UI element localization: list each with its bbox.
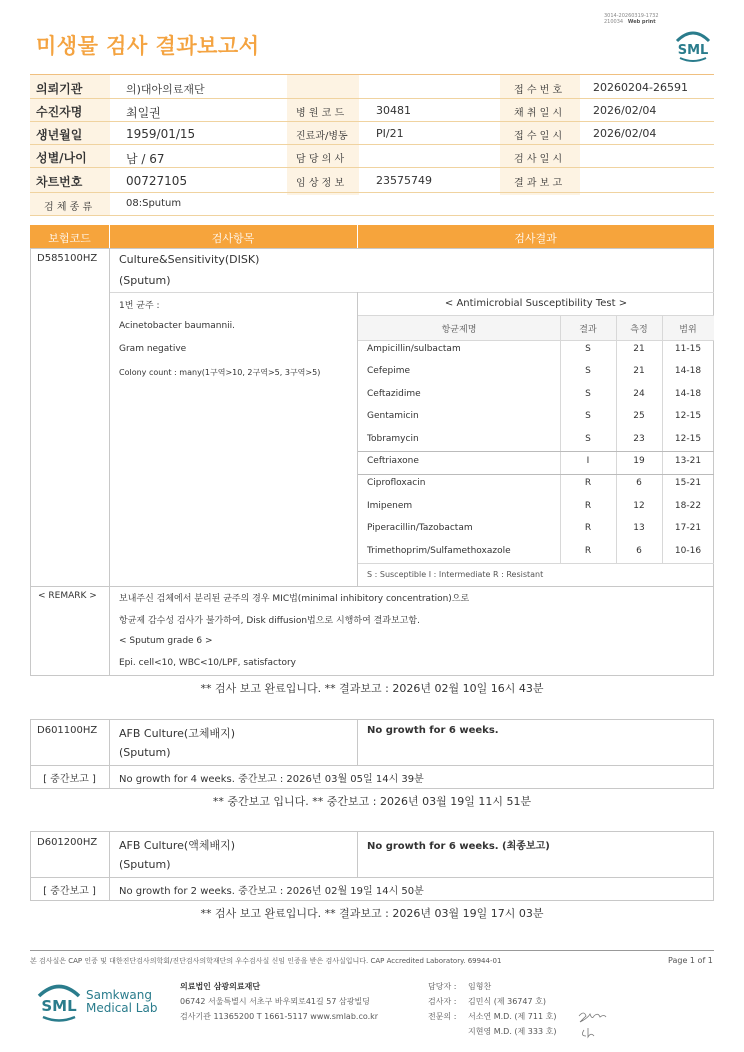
ast-drug: Ceftriaxone — [367, 456, 419, 466]
test3-name: AFB Culture(액체배지) — [119, 839, 236, 852]
ast-measure: 6 — [636, 545, 642, 556]
ast-measure: 21 — [633, 366, 645, 377]
print-label: Web print — [627, 19, 656, 25]
svg-text:SML: SML — [41, 997, 77, 1015]
ast-drug: Imipenem — [367, 500, 413, 511]
sml-logo-icon — [672, 27, 714, 63]
label-test-date: 검 사 일 시 — [514, 154, 563, 165]
org-name: 의료법인 삼광의료재단 — [180, 982, 261, 991]
staff-manager-label: 담당자 : — [428, 982, 457, 991]
ast-range: 12-15 — [674, 433, 702, 444]
staff-specialist-2: 지현영 M.D. (제 333 호) — [468, 1027, 557, 1036]
label-dept: 진료과/병동 — [296, 131, 348, 142]
test2-result: No growth for 6 weeks. — [367, 725, 499, 736]
report-title: 미생물 검사 결과보고서 — [36, 34, 260, 58]
ast-measure: 24 — [633, 388, 645, 399]
sml-footer-logo-icon — [34, 980, 84, 1024]
test1-name: Culture&Sensitivity(DISK) — [119, 253, 260, 266]
org-address: 06742 서울특별시 서초구 바우뫼로41길 57 삼광빌딩 — [180, 997, 370, 1006]
test3-interim-label: [ 중간보고 ] — [43, 886, 96, 897]
test3-result: No growth for 6 weeks. (최종보고) — [367, 841, 550, 852]
test2-specimen: (Sputum) — [119, 746, 171, 759]
ast-result: R — [584, 500, 592, 511]
ast-result: I — [586, 456, 590, 466]
staff-tester-label: 검사자 : — [428, 997, 457, 1006]
label-birth: 생년월일 — [36, 128, 83, 142]
ast-result: R — [584, 523, 592, 534]
ast-measure: 25 — [633, 411, 645, 422]
staff-manager: 임형찬 — [468, 982, 492, 991]
ast-range: 14-18 — [674, 366, 702, 377]
cert-text: 본 검사실은 CAP 인증 및 대한진단검사의학회/진단검사의학재단의 우수검사실 신임 인증을 받은 검사실입니다. CAP Accredited Laboratory. 69944-01 — [30, 957, 502, 965]
signature-icon — [576, 1008, 612, 1040]
value-clinical: 23575749 — [376, 174, 432, 187]
value-collect-date: 2026/02/04 — [593, 104, 657, 117]
org-contact: 검사기관 11365200 T 1661-5117 www.smlab.co.kr — [180, 1012, 379, 1021]
page-number: Page 1 of 1 — [668, 956, 713, 965]
print-sub: 210034 — [604, 19, 624, 25]
label-name: 수진자명 — [36, 105, 83, 119]
label-receipt-no: 접 수 번 호 — [514, 85, 563, 96]
test2-code: D601100HZ — [37, 725, 98, 736]
remark-line-2: 항균제 감수성 검사가 불가하여, Disk diffusion법으로 시행하여 결과보고함. — [119, 616, 420, 626]
remark-line-3: < Sputum grade 6 > — [119, 636, 213, 646]
ast-range: 15-21 — [674, 478, 702, 489]
test2-footer: ** 중간보고 입니다. ** 중간보고 : 2026년 03월 19일 11시 51분 — [212, 795, 532, 808]
test3-code: D601200HZ — [37, 837, 98, 848]
ast-range: 12-15 — [674, 411, 702, 422]
col-item-header: 검사항목 — [211, 232, 255, 245]
organism-no: 1번 균주 : — [119, 301, 160, 311]
ast-range: 14-18 — [674, 388, 702, 399]
ast-title: < Antimicrobial Susceptibility Test > — [444, 298, 628, 309]
ast-result: S — [585, 344, 591, 354]
value-dept: PI/21 — [376, 127, 404, 140]
ast-drug: Tobramycin — [367, 433, 419, 444]
ast-drug: Gentamicin — [367, 411, 419, 422]
logo-line-1: Samkwang — [86, 988, 152, 1002]
print-id: 3014-20260319-1732 — [604, 13, 659, 19]
ast-header-result: 결과 — [579, 325, 597, 335]
ast-measure: 21 — [633, 344, 645, 354]
ast-drug: Cefepime — [367, 366, 411, 377]
ast-legend: S : Susceptible I : Intermediate R : Resistant — [367, 570, 544, 579]
ast-result: R — [584, 545, 592, 556]
ast-result: R — [584, 478, 592, 489]
value-requester: 의)대아의료재단 — [126, 83, 205, 96]
remark-line-4: Epi. cell<10, WBC<10/LPF, satisfactory — [119, 658, 297, 668]
label-collect-date: 채 취 일 시 — [514, 108, 563, 119]
label-chart-no: 차트번호 — [36, 175, 83, 189]
ast-header-measure: 측정 — [630, 325, 648, 335]
ast-range: 13-21 — [674, 456, 702, 466]
test3-footer: ** 검사 보고 완료입니다. ** 결과보고 : 2026년 03월 19일 17시 03분 — [200, 907, 544, 920]
ast-drug: Piperacillin/Tazobactam — [367, 523, 473, 534]
ast-range: 17-21 — [674, 523, 702, 534]
logo-text: SML — [677, 43, 709, 58]
ast-measure: 23 — [633, 433, 645, 444]
label-clinical: 임 상 정 보 — [296, 178, 345, 189]
staff-tester: 김민식 (제 36747 호) — [468, 997, 546, 1006]
ast-drug: Ceftazidime — [367, 388, 421, 399]
test3-interim: No growth for 2 weeks. 중간보고 : 2026년 02월 19일 14시 50분 — [119, 886, 424, 897]
test1-code: D585100HZ — [37, 253, 98, 264]
ast-result: S — [585, 433, 591, 444]
ast-drug: Ciprofloxacin — [367, 478, 426, 489]
ast-range: 18-22 — [674, 500, 702, 511]
label-report: 결 과 보 고 — [514, 178, 563, 189]
value-receipt-no: 20260204-26591 — [593, 81, 688, 94]
ast-measure: 19 — [633, 456, 645, 466]
ast-result: S — [585, 366, 591, 377]
ast-drug: Trimethoprim/Sulfamethoxazole — [367, 545, 511, 556]
staff-specialist-label: 전문의 : — [428, 1012, 457, 1021]
organism-name: Acinetobacter baumannii. — [119, 321, 236, 331]
test1-specimen: (Sputum) — [119, 274, 171, 287]
test2-interim: No growth for 4 weeks. 중간보고 : 2026년 03월 05일 14시 39분 — [119, 774, 424, 785]
remark-line-1: 보내주신 검체에서 분리된 균주의 경우 MIC법(minimal inhibitory concentration)으로 — [119, 594, 470, 604]
value-hospital-code: 30481 — [376, 104, 411, 117]
ast-measure: 13 — [633, 523, 645, 534]
value-birth: 1959/01/15 — [126, 127, 196, 141]
footer-logo-text — [86, 989, 157, 1015]
value-name: 최일권 — [126, 106, 161, 120]
test1-footer: ** 검사 보고 완료입니다. ** 결과보고 : 2026년 02월 10일 16시 43분 — [200, 682, 544, 695]
ast-range: 11-15 — [674, 344, 702, 354]
value-specimen: 08:Sputum — [126, 198, 182, 209]
logo-line-2: Medical Lab — [86, 1001, 158, 1015]
ast-header-drug: 항균제명 — [441, 325, 477, 335]
colony-count: Colony count : many(1구역>10, 2구역>5, 3구역>5) — [119, 368, 321, 377]
ast-drug: Ampicillin/sulbactam — [367, 344, 461, 354]
results-table-header — [30, 225, 714, 248]
test2-interim-label: [ 중간보고 ] — [43, 774, 96, 785]
label-hospital-code: 병 원 코 드 — [296, 108, 345, 119]
ast-result: S — [585, 411, 591, 422]
ast-measure: 12 — [633, 500, 645, 511]
col-code-header: 보험코드 — [48, 232, 91, 245]
ast-result: S — [585, 388, 591, 399]
ast-measure: 6 — [636, 478, 642, 489]
col-result-header: 검사결과 — [514, 232, 557, 245]
label-requester: 의뢰기관 — [36, 82, 83, 96]
print-info — [604, 13, 659, 25]
test2-name: AFB Culture(고체배지) — [119, 727, 236, 740]
remark-label: < REMARK > — [38, 591, 97, 601]
gram-stain: Gram negative — [119, 344, 187, 354]
label-specimen: 검 체 종 류 — [44, 202, 93, 213]
ast-range: 10-16 — [674, 545, 702, 556]
ast-header-range: 범위 — [679, 325, 697, 335]
test3-specimen: (Sputum) — [119, 858, 171, 871]
label-sex-age: 성별/나이 — [36, 151, 87, 165]
value-chart-no: 00727105 — [126, 174, 188, 188]
label-receipt-date: 접 수 일 시 — [514, 131, 563, 142]
value-sex-age: 남 / 67 — [126, 152, 165, 166]
label-doctor: 담 당 의 사 — [296, 154, 345, 165]
staff-specialist-1: 서소연 M.D. (제 711 호) — [468, 1012, 557, 1021]
value-receipt-date: 2026/02/04 — [593, 127, 657, 140]
